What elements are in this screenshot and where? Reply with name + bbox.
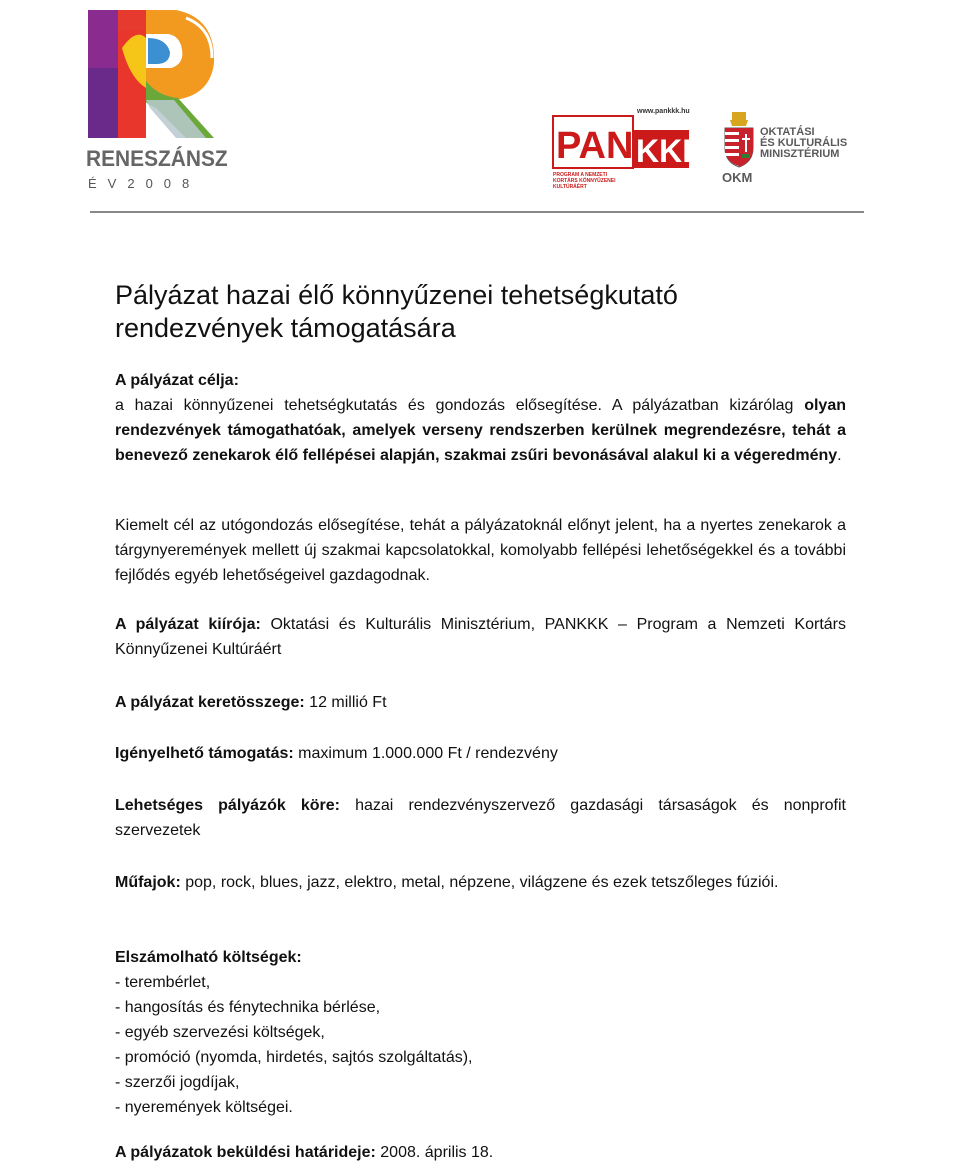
applicants-value: hazai rendezvényszervező gazdasági társaságok és nonprofit szervezetek [115, 797, 846, 839]
goal-section [115, 368, 846, 468]
issuer-label: A pályázat kiírója: [115, 616, 261, 633]
goal-text-bold: olyan rendezvények támogathatóak, amelyek verseny rendszerben kerülnek megrendezésre, tehát a benevező zenekarok élő fellépései alapján, szakmai zsűri bevonásával alakul ki a végeredmény [115, 397, 846, 464]
aftercare-paragraph: Kiemelt cél az utógondozás elősegítése, tehát a pályázatoknál előnyt jelent, ha a nyertes zenekarok a tárgynyeremények mellett új szakmai kapcsolatokkal, komolyabb fellépési lehetőségekkel és a további fejlődés egyéb lehetőségeivel gazdagodnak. [115, 517, 846, 584]
renaissance-logo-year: ÉV2008 [88, 176, 201, 191]
hungarian-coat-of-arms-icon [722, 112, 756, 168]
title-line-1: Pályázat hazai élő könnyűzenei tehetségkutató [115, 280, 678, 310]
renaissance-r-mark [86, 8, 221, 143]
costs-item: - hangosítás és fénytechnika bérlése, [115, 999, 381, 1016]
genres-section [115, 870, 846, 895]
budget-label: A pályázat keretösszege: [115, 694, 305, 711]
deadline-section [115, 1140, 846, 1165]
costs-item: - terembérlet, [115, 974, 211, 991]
support-label: Igényelhető támogatás: [115, 745, 294, 762]
costs-item: - egyéb szervezési költségek, [115, 1024, 325, 1041]
budget-value: 12 millió Ft [309, 694, 387, 711]
document-title [115, 279, 855, 345]
applicants-section [115, 793, 846, 843]
renaissance-year-logo [86, 8, 228, 192]
okm-title-line-1: OKTATÁSI [760, 126, 815, 138]
genres-value: pop, rock, blues, jazz, elektro, metal, népzene, világzene és ezek tetszőleges fúziói. [185, 874, 779, 891]
header-divider [90, 211, 864, 213]
support-section [115, 741, 846, 766]
renaissance-logo-title: RENESZÁNSZ [86, 146, 228, 171]
okm-title-line-2: ÉS KULTURÁLIS [760, 137, 848, 149]
support-value: maximum 1.000.000 Ft / rendezvény [298, 745, 558, 762]
pankkk-subtitle: PROGRAM A NEMZETI KORTÁRS KÖNNYŰZENEI KULTÚRÁÉRT [553, 172, 616, 190]
okm-logo [722, 112, 862, 192]
svg-text:PAN: PAN [556, 125, 634, 167]
goal-label: A pályázat célja: [115, 372, 239, 389]
costs-item: - nyeremények költségei. [115, 1099, 293, 1116]
budget-section [115, 690, 846, 715]
costs-section [115, 945, 846, 1120]
okm-logo-title [760, 127, 847, 160]
genres-label: Műfajok: [115, 874, 181, 891]
deadline-value: 2008. április 18. [380, 1144, 494, 1161]
costs-label: Elszámolható költségek: [115, 949, 302, 966]
goal-text-end: . [837, 447, 842, 464]
pankkk-logo [553, 108, 706, 190]
issuer-section [115, 612, 846, 662]
costs-item: - promóció (nyomda, hirdetés, sajtós szolgáltatás), [115, 1049, 473, 1066]
goal-text: a hazai könnyűzenei tehetségkutatás és gondozás elősegítése. A pályázatban kizárólag [115, 397, 794, 414]
okm-abbreviation: OKM [722, 170, 753, 185]
okm-title-line-3: MINISZTÉRIUM [760, 148, 840, 160]
title-line-2: rendezvények támogatására [115, 313, 456, 343]
pankkk-url: www.pankkk.hu [637, 108, 690, 115]
issuer-value: Oktatási és Kulturális Minisztérium, PANKKK – Program a Nemzeti Kortárs Könnyűzenei Kultúráért [115, 616, 846, 658]
deadline-label: A pályázatok beküldési határideje: [115, 1144, 376, 1161]
costs-item: - szerzői jogdíjak, [115, 1074, 240, 1091]
applicants-label: Lehetséges pályázók köre: [115, 797, 340, 814]
svg-text:KKK: KKK [636, 133, 706, 169]
